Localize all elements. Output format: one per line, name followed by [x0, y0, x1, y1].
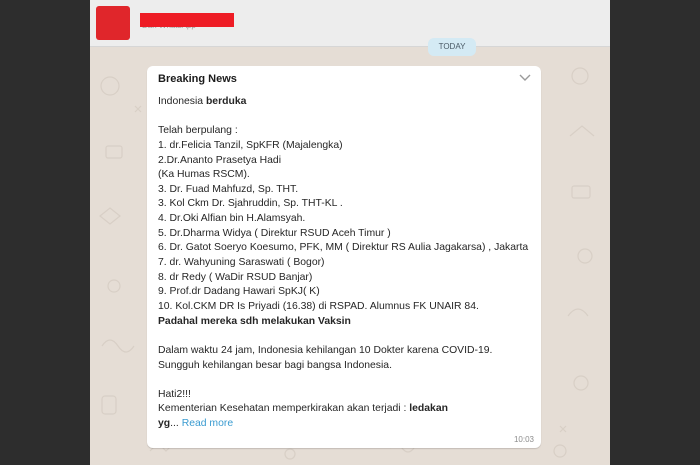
text-fragment: Kementerian Kesehatan memperkirakan akan terjadi :: [158, 403, 410, 415]
list-item: 4. Dr.Oki Alfian bin H.Alamsyah.: [158, 213, 306, 225]
text-bold: ledakan: [409, 403, 448, 415]
message-time: 10:03: [513, 435, 534, 444]
list-item: 5. Dr.Dharma Widya ( Direktur RSUD Aceh Timur ): [158, 227, 391, 239]
message-line: Telah berpulang :: [158, 125, 238, 137]
text-fragment: ...: [170, 418, 182, 430]
whatsapp-window: [90, 0, 610, 465]
list-item: 2.Dr.Ananto Prasetya Hadi: [158, 154, 282, 166]
message-line: [158, 402, 538, 417]
chevron-down-icon[interactable]: [519, 73, 531, 83]
contact-name-redacted: [140, 13, 234, 27]
contact-avatar[interactable]: [96, 6, 130, 40]
blank-line: [158, 329, 538, 344]
list-item: 7. dr. Wahyuning Saraswati ( Bogor): [158, 257, 325, 269]
message-line: Hati2!!!: [158, 388, 191, 400]
message-line: Dalam waktu 24 jam, Indonesia kehilangan 10 Dokter karena COVID-19.: [158, 344, 493, 356]
list-item: 9. Prof.dr Dadang Hawari SpKJ( K): [158, 286, 320, 298]
message-line: [158, 417, 538, 432]
message-line: Sungguh kehilangan besar bagi bangsa Indonesia.: [158, 359, 392, 371]
text-bold: berduka: [205, 96, 247, 107]
list-item: (Ka Humas RSCM).: [158, 169, 250, 181]
list-item: 8. dr Redy ( WaDir RSUD Banjar): [158, 271, 313, 283]
message-body: [158, 95, 538, 432]
bold-line: Padahal mereka sdh melakukan Vaksin: [158, 315, 351, 327]
message-line: [158, 95, 538, 110]
list-item: 10. Kol.CKM DR Is Priyadi (16.38) di RSPAD. Alumnus FK UNAIR 84.: [158, 300, 479, 312]
message-bubble[interactable]: [147, 66, 541, 448]
text-bold: yg: [158, 418, 171, 430]
list-item: 3. Kol Ckm Dr. Sjahruddin, Sp. THT-KL .: [158, 198, 343, 210]
chat-header[interactable]: [90, 0, 610, 47]
blank-line: [158, 373, 538, 388]
date-chip: TODAY: [428, 38, 476, 56]
text-fragment: Indonesia: [158, 96, 206, 107]
list-item: 3. Dr. Fuad Mahfuzd, Sp. THT.: [158, 183, 299, 195]
blank-line: [158, 110, 538, 125]
read-more-link[interactable]: Read more: [181, 418, 234, 430]
list-item: 6. Dr. Gatot Soeryo Koesumo, PFK, MM ( Direktur RS Aulia Jagakarsa) , Jakarta: [158, 242, 529, 254]
list-item: 1. dr.Felicia Tanzil, SpKFR (Majalengka): [158, 139, 343, 151]
message-title: Breaking News: [158, 73, 237, 85]
